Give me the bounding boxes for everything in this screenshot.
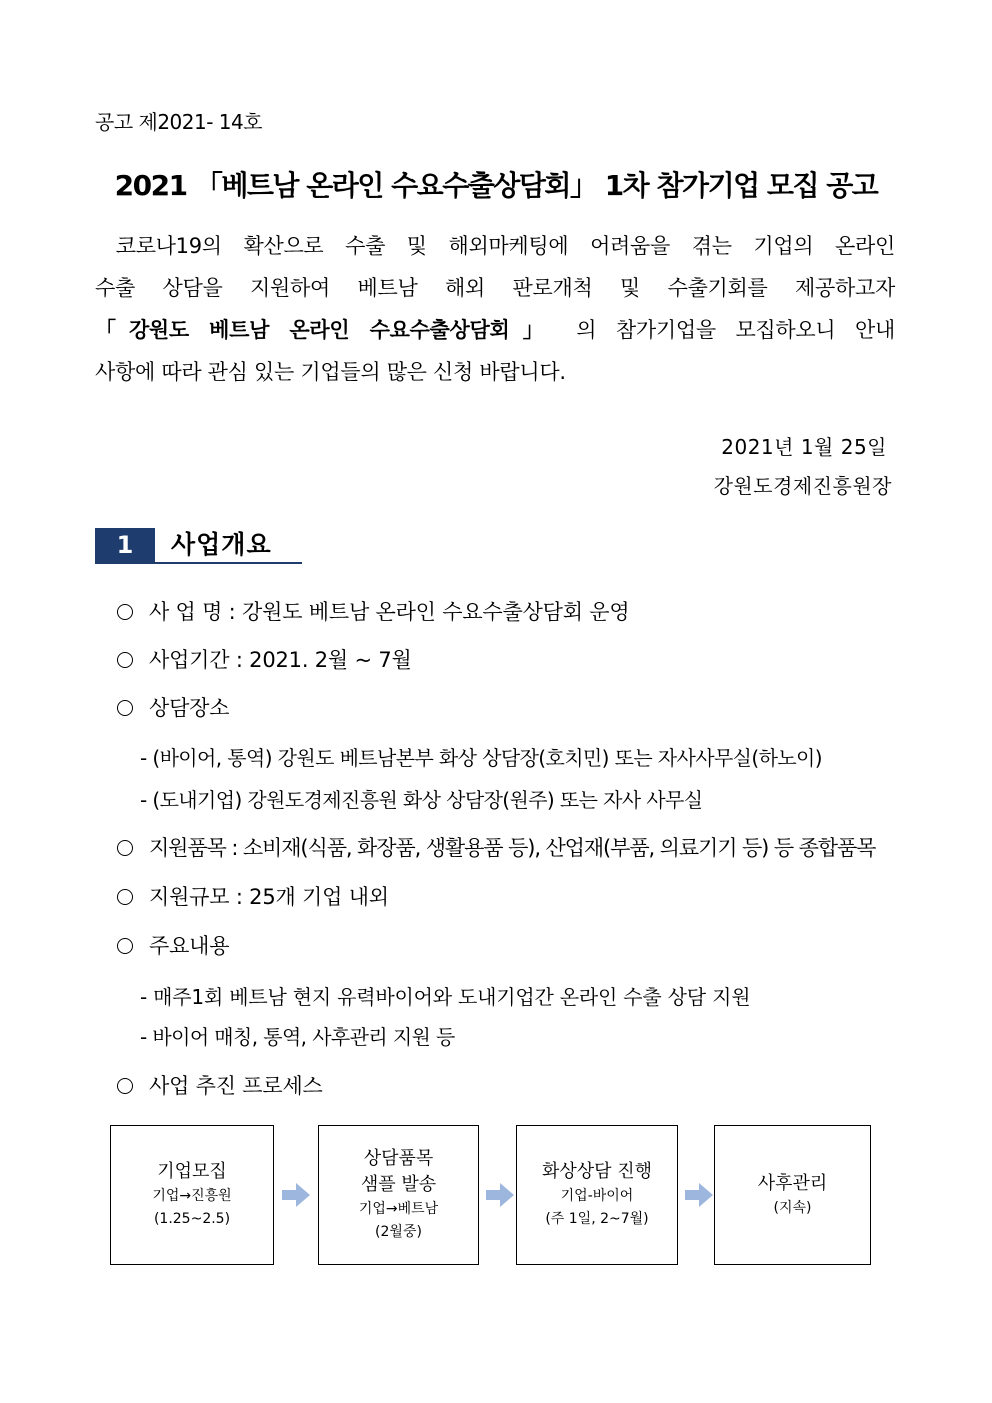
content-sub-1: - 매주1회 베트남 현지 유력바이어와 도내기업간 온라인 수출 상담 지원	[140, 985, 751, 1009]
step-title: 상담품목	[363, 1148, 434, 1169]
circle-bullet-icon	[117, 938, 133, 954]
document-title: 2021 「베트남 온라인 수요수출상담회」 1차 참가기업 모집 공고	[114, 169, 878, 202]
notice-number: 공고 제2021- 14호	[95, 110, 263, 134]
arrow-right-icon	[282, 1183, 310, 1207]
item-period: 사업기간 : 2021. 2월 ~ 7월	[117, 644, 412, 674]
section-title: 사업개요	[171, 530, 272, 559]
step-detail: (지속)	[773, 1199, 812, 1216]
process-step-recruit	[110, 1125, 274, 1265]
content-sub-2: - 바이어 매칭, 통역, 사후관리 지원 등	[140, 1025, 455, 1049]
section-underline	[95, 562, 302, 564]
item-scale: 지원규모 : 25개 기업 내외	[117, 881, 389, 911]
step-detail: 기업→베트남	[358, 1201, 439, 1217]
process-step-followup	[714, 1125, 871, 1265]
intro-line-1: 코로나19의 확산으로 수출 및 해외마케팅에 어려움을 겪는 기업의 온라인	[115, 234, 895, 258]
process-step-sample	[318, 1125, 479, 1265]
circle-bullet-icon	[117, 889, 133, 905]
program-name: 「강원도 베트남 온라인 수요수출상담회」	[95, 318, 557, 342]
item-products: 지원품목 : 소비재(식품, 화장품, 생활용품 등), 산업재(부품, 의료기기 등) 등 종합품목	[117, 832, 875, 862]
circle-bullet-icon	[117, 840, 133, 856]
item-location: 상담장소	[117, 692, 229, 722]
step-detail: 기업→진흥원	[152, 1188, 232, 1204]
step-schedule: (주 1일, 2~7월)	[545, 1211, 649, 1227]
step-title-line2: 샘플 발송	[360, 1174, 437, 1195]
step-schedule: (1.25~2.5)	[153, 1211, 231, 1227]
intro-line-4: 사항에 따라 관심 있는 기업들의 많은 신청 바랍니다.	[95, 360, 566, 384]
location-sub-2: - (도내기업) 강원도경제진흥원 화상 상담장(원주) 또는 자사 사무실	[140, 788, 703, 812]
notice-date: 2021년 1월 25일	[721, 435, 887, 459]
issuer: 강원도경제진흥원장	[713, 474, 892, 498]
arrow-right-icon	[486, 1183, 514, 1207]
step-title: 사후관리	[757, 1172, 828, 1194]
process-step-video-consult	[516, 1125, 678, 1265]
section-heading	[95, 528, 302, 564]
circle-bullet-icon	[117, 700, 133, 716]
circle-bullet-icon	[117, 652, 133, 668]
item-content: 주요내용	[117, 930, 229, 960]
circle-bullet-icon	[117, 1078, 133, 1094]
step-title: 화상상담 진행	[541, 1161, 653, 1182]
circle-bullet-icon	[117, 604, 133, 620]
arrow-right-icon	[685, 1183, 713, 1207]
item-business-name: 사 업 명 : 강원도 베트남 온라인 수요수출상담회 운영	[117, 596, 629, 626]
intro-line-3: 「강원도 베트남 온라인 수요수출상담회」 의 참가기업을 모집하오니 안내	[95, 318, 895, 342]
location-sub-1: - (바이어, 통역) 강원도 베트남본부 화상 상담장(호치민) 또는 자사사무실(하노이)	[140, 746, 822, 770]
intro-line-2: 수출 상담을 지원하여 베트남 해외 판로개척 및 수출기회를 제공하고자	[95, 276, 895, 300]
item-process: 사업 추진 프로세스	[117, 1070, 323, 1100]
step-title: 기업모집	[157, 1161, 227, 1182]
step-schedule: (2월중)	[375, 1224, 422, 1240]
step-detail: 기업-바이어	[560, 1188, 634, 1204]
section-number: 1	[95, 528, 155, 562]
